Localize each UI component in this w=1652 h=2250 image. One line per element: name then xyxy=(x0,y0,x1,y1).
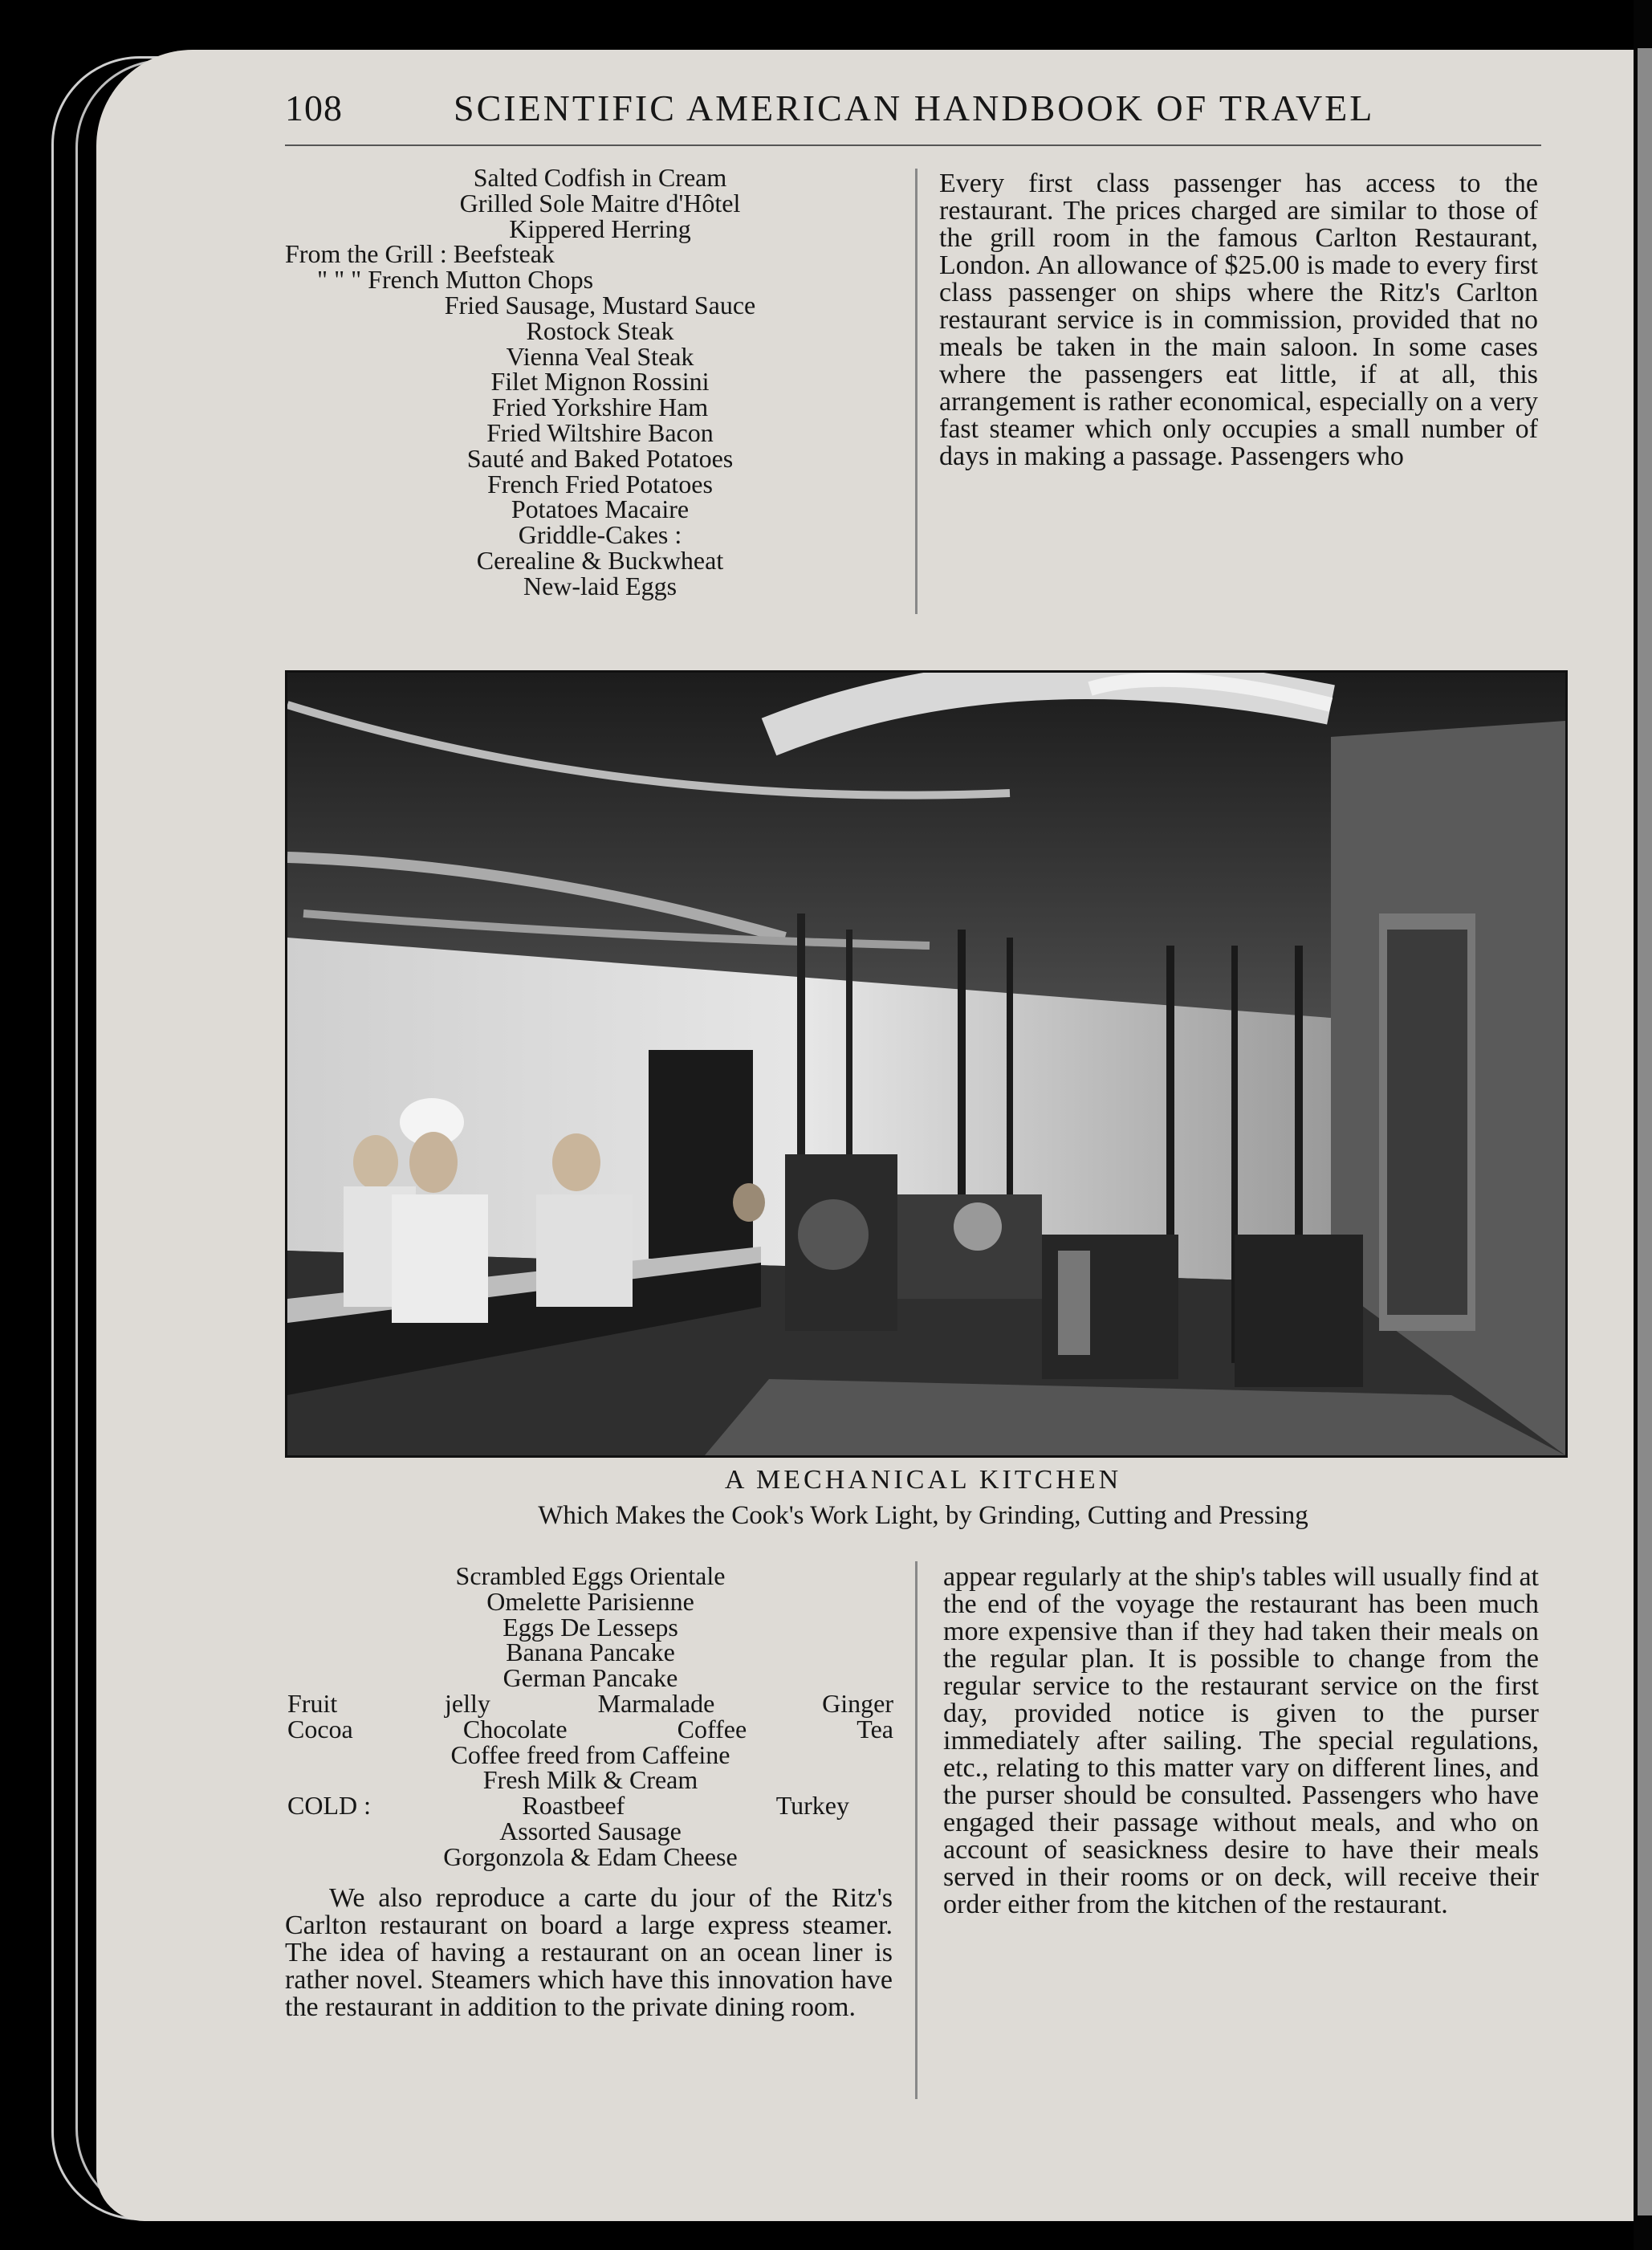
menu-item: COLD : xyxy=(287,1791,371,1821)
menu-item: Omelette Parisienne xyxy=(486,1586,694,1616)
menu-item: New-laid Eggs xyxy=(523,571,677,600)
menu-item: Sauté and Baked Potatoes xyxy=(466,443,734,473)
page-number: 108 xyxy=(285,87,343,128)
page-header xyxy=(285,87,1553,143)
header-rule xyxy=(285,144,1541,146)
menu-row-cocoa xyxy=(287,1714,893,1743)
menu-item: Assorted Sausage xyxy=(499,1816,682,1845)
menu-item: Vienna Veal Steak xyxy=(506,341,694,371)
menu-item: Coffee freed from Caffeine xyxy=(450,1739,730,1769)
menu-item: Kippered Herring xyxy=(509,214,691,243)
menu-item: Eggs De Lesseps xyxy=(503,1612,678,1642)
kitchen-photo xyxy=(285,670,1568,1458)
column-rule-top xyxy=(915,169,918,614)
menu-item: Banana Pancake xyxy=(506,1638,675,1667)
menu-item: Fruit xyxy=(287,1688,338,1718)
kitchen-photo-illustration xyxy=(287,673,1565,1455)
menu-item: Roastbeef xyxy=(522,1791,625,1821)
menu-item: Scrambled Eggs Orientale xyxy=(455,1561,726,1590)
paragraph-bottom-left: We also reproduce a carte du jour of the Ritz's Carlton restaurant on board a large express steamer. The idea of having a restaurant on an ocean liner is rather novel. Steamers which have this innovation have the restaurant in addition to the private dining room. xyxy=(285,1883,893,2022)
paragraph-top-right: Every first class passenger has access to the restaurant. The prices charged are similar to those of the grill room in the famous Carlton Restaurant, London. An allowance of $25.00 is made to every first class passenger on ships where the Ritz's Carlton restaurant service is in commission, provided that no meals be taken in the main saloon. In some cases where the passengers eat little, if at all, this arrangement is rather economical, especially on a very fast steamer which only occupies a small number of days in making a passage. Passengers who xyxy=(939,169,1538,471)
menu-item: Marmalade xyxy=(597,1688,715,1718)
facing-page-edge xyxy=(1638,48,1652,2215)
menu-item: Coffee xyxy=(677,1714,747,1743)
menu-item: French Fried Potatoes xyxy=(487,469,713,498)
menu-list-top xyxy=(285,165,915,600)
menu-item: Grilled Sole Maitre d'Hôtel xyxy=(459,188,741,218)
paragraph-bottom-right: appear regularly at the ship's tables will usually find at the end of the voyage the restaurant has been much more expensive than if they had taken their meals on the regular plan. It is possible to change from the regular service to the restaurant service on the first day, provided notice is given to the purser immediately after sailing. The special regulations, etc., relating to this matter vary on different lines, and the purser should be consulted. Passengers who have engaged their passage without meals, and who on account of seasickness desire to have their meals served in their rooms or on deck, will receive their order either from the kitchen of the restaurant. xyxy=(943,1562,1539,1919)
menu-item: From the Grill : Beefsteak xyxy=(285,239,555,269)
menu-item: Cerealine & Buckwheat xyxy=(476,545,724,575)
menu-item: Tea xyxy=(857,1714,893,1743)
menu-item: Rostock Steak xyxy=(526,315,674,345)
menu-item: Potatoes Macaire xyxy=(511,494,690,524)
menu-item: Fried Sausage, Mustard Sauce xyxy=(444,290,756,319)
menu-item: Griddle-Cakes : xyxy=(518,520,682,550)
menu-item: Salted Codfish in Cream xyxy=(473,163,727,192)
menu-item: " " " French Mutton Chops xyxy=(317,265,594,295)
menu-row-cold xyxy=(287,1793,893,1819)
menu-item: Fried Yorkshire Ham xyxy=(491,393,709,422)
menu-item: jelly xyxy=(445,1688,490,1718)
menu-row-fruit xyxy=(287,1688,893,1718)
menu-item: Chocolate xyxy=(462,1714,568,1743)
photo-caption-title: A MECHANICAL KITCHEN xyxy=(724,1465,1122,1495)
menu-item: Cocoa xyxy=(287,1714,353,1743)
column-rule-bottom xyxy=(915,1561,918,2099)
menu-item: Fried Wiltshire Bacon xyxy=(486,417,714,447)
menu-item: Filet Mignon Rossini xyxy=(490,367,710,397)
photo-caption-subtitle: Which Makes the Cook's Work Light, by Grinding, Cutting and Pressing xyxy=(538,1501,1308,1530)
menu-item: Fresh Milk & Cream xyxy=(482,1765,698,1795)
menu-list-bottom xyxy=(287,1561,893,1871)
menu-item: Ginger xyxy=(822,1688,893,1718)
menu-item: Gorgonzola & Edam Cheese xyxy=(443,1841,738,1871)
menu-item: German Pancake xyxy=(503,1663,678,1693)
menu-item: Turkey xyxy=(775,1791,849,1821)
running-head: SCIENTIFIC AMERICAN HANDBOOK OF TRAVEL xyxy=(454,87,1375,128)
